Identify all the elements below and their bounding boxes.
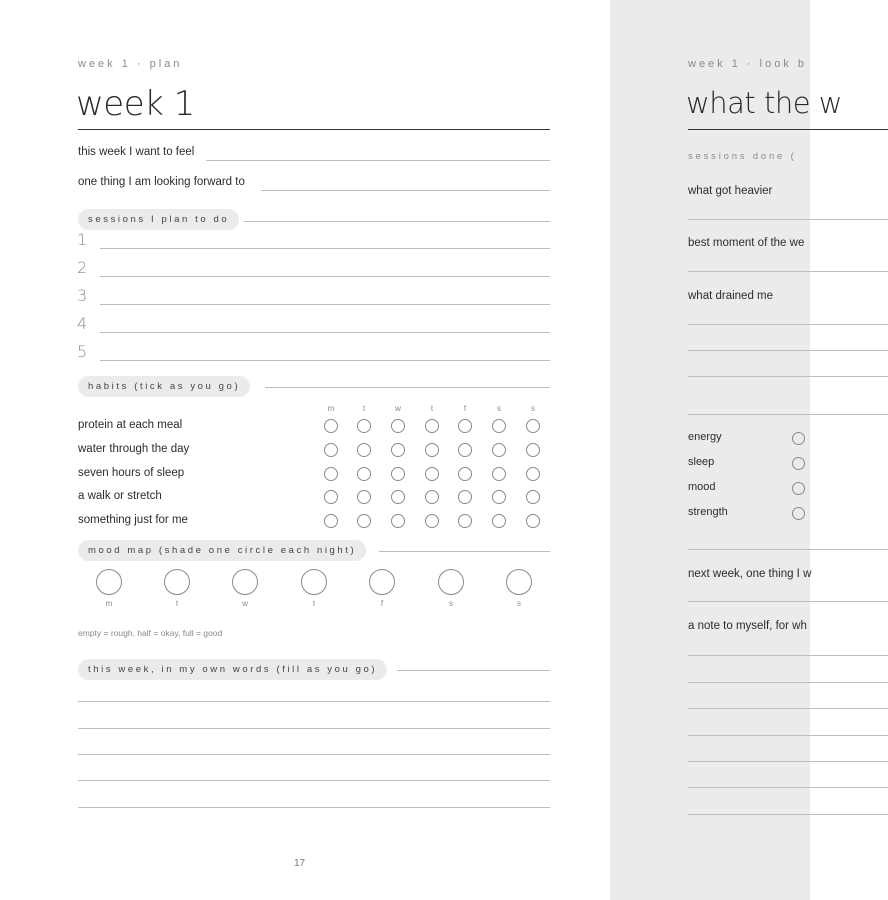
session-line[interactable]	[100, 332, 550, 333]
habit-checkbox[interactable]	[357, 467, 371, 481]
habit-checkbox[interactable]	[425, 443, 439, 457]
mood-day-label: f	[380, 599, 384, 608]
mood-legend: empty = rough, half = okay, full = good	[78, 628, 223, 638]
habit-day-label: s	[531, 404, 535, 413]
habit-day-label: f	[463, 404, 467, 413]
habit-checkbox[interactable]	[526, 467, 540, 481]
habit-day-label: t	[362, 404, 366, 413]
habit-checkbox[interactable]	[526, 514, 540, 528]
mood-circle[interactable]	[164, 569, 190, 595]
right-line[interactable]	[688, 219, 888, 220]
habit-checkbox[interactable]	[391, 514, 405, 528]
habit-checkbox[interactable]	[492, 467, 506, 481]
habit-checkbox[interactable]	[391, 490, 405, 504]
right-page-kicker: week 1 · look b	[688, 58, 807, 70]
rating-energy-label: energy	[688, 431, 722, 443]
journal-line[interactable]	[78, 754, 550, 755]
habit-checkbox[interactable]	[492, 514, 506, 528]
right-line[interactable]	[688, 655, 888, 656]
right-prompt-heavier: what got heavier	[688, 185, 773, 197]
habit-checkbox[interactable]	[324, 419, 338, 433]
habit-checkbox[interactable]	[324, 443, 338, 457]
habit-checkbox[interactable]	[357, 490, 371, 504]
habit-checkbox[interactable]	[391, 467, 405, 481]
habit-checkbox[interactable]	[324, 514, 338, 528]
mood-day-label: s	[517, 599, 521, 608]
habit-day-label: w	[395, 404, 401, 413]
rating-energy-circle[interactable]	[792, 432, 805, 445]
habit-day-label: s	[497, 404, 501, 413]
right-prompt-drained: what drained me	[688, 290, 774, 302]
prompt-feel-label: this week I want to feel	[78, 146, 195, 158]
habit-label: something just for me	[78, 514, 188, 526]
right-prompt-best-moment: best moment of the we	[688, 237, 805, 249]
habit-checkbox[interactable]	[526, 443, 540, 457]
habit-label: seven hours of sleep	[78, 467, 185, 479]
session-number: 4	[77, 314, 88, 333]
rating-sleep-circle[interactable]	[792, 457, 805, 470]
page-number: 17	[294, 858, 306, 869]
right-line[interactable]	[688, 787, 888, 788]
habit-label: water through the day	[78, 443, 190, 455]
journal-heading: this week, in my own words (fill as you go)	[78, 659, 387, 680]
habit-checkbox[interactable]	[391, 443, 405, 457]
habits-heading: habits (tick as you go)	[78, 376, 250, 397]
session-line[interactable]	[100, 304, 550, 305]
habit-checkbox[interactable]	[492, 419, 506, 433]
next-week-prompt: next week, one thing I w	[688, 568, 812, 580]
rating-strength-circle[interactable]	[792, 507, 805, 520]
sessions-heading-rule	[244, 221, 550, 222]
page-kicker: week 1 · plan	[78, 58, 183, 70]
prompt-forward-label: one thing I am looking forward to	[78, 176, 245, 188]
right-line[interactable]	[688, 414, 888, 415]
session-line[interactable]	[100, 276, 550, 277]
habit-checkbox[interactable]	[357, 443, 371, 457]
habit-checkbox[interactable]	[526, 490, 540, 504]
habit-checkbox[interactable]	[458, 490, 472, 504]
right-line[interactable]	[688, 814, 888, 815]
habit-checkbox[interactable]	[425, 490, 439, 504]
habit-checkbox[interactable]	[357, 419, 371, 433]
habit-checkbox[interactable]	[458, 419, 472, 433]
right-line[interactable]	[688, 735, 888, 736]
sessions-heading: sessions I plan to do	[78, 209, 239, 230]
right-line[interactable]	[688, 761, 888, 762]
habit-checkbox[interactable]	[458, 467, 472, 481]
right-line[interactable]	[688, 271, 888, 272]
habit-checkbox[interactable]	[425, 514, 439, 528]
habit-checkbox[interactable]	[425, 467, 439, 481]
habit-day-label: t	[430, 404, 434, 413]
right-line[interactable]	[688, 708, 888, 709]
session-number: 5	[77, 342, 88, 361]
habit-label: protein at each meal	[78, 419, 183, 431]
session-number: 2	[77, 258, 88, 277]
habit-checkbox[interactable]	[391, 419, 405, 433]
habit-label: a walk or stretch	[78, 490, 162, 502]
habit-checkbox[interactable]	[526, 419, 540, 433]
habit-checkbox[interactable]	[492, 490, 506, 504]
right-line	[688, 549, 888, 550]
right-page-title: what the w	[686, 86, 842, 120]
mood-circle[interactable]	[301, 569, 327, 595]
mood-circle[interactable]	[438, 569, 464, 595]
mood-heading-rule	[379, 551, 550, 552]
right-line[interactable]	[688, 376, 888, 377]
session-number: 1	[77, 230, 88, 249]
habit-day-label: m	[327, 404, 335, 413]
session-line[interactable]	[100, 248, 550, 249]
mood-circle[interactable]	[506, 569, 532, 595]
habit-checkbox[interactable]	[324, 490, 338, 504]
sessions-done-label: sessions done (	[688, 151, 797, 162]
habit-checkbox[interactable]	[492, 443, 506, 457]
rating-mood-circle[interactable]	[792, 482, 805, 495]
right-line[interactable]	[688, 324, 888, 325]
right-title-rule	[688, 129, 888, 130]
mood-day-label: t	[312, 599, 316, 608]
journal-line[interactable]	[78, 807, 550, 808]
journal-line[interactable]	[78, 780, 550, 781]
session-line[interactable]	[100, 360, 550, 361]
mood-day-label: m	[105, 599, 113, 608]
rating-strength-label: strength	[688, 506, 728, 518]
mood-day-label: t	[175, 599, 179, 608]
rating-sleep-label: sleep	[688, 456, 715, 468]
right-page	[610, 0, 842, 900]
mood-day-label: w	[242, 599, 248, 608]
session-number: 3	[77, 286, 88, 305]
mood-heading: mood map (shade one circle each night)	[78, 540, 366, 561]
journal-heading-rule	[397, 670, 550, 671]
habit-checkbox[interactable]	[425, 419, 439, 433]
mood-circle[interactable]	[232, 569, 258, 595]
habit-checkbox[interactable]	[324, 467, 338, 481]
page-title: week 1	[76, 84, 195, 124]
journal-line[interactable]	[78, 728, 550, 729]
right-line[interactable]	[688, 601, 888, 602]
prompt-forward-line[interactable]	[261, 190, 550, 191]
mood-circle[interactable]	[369, 569, 395, 595]
rating-mood-label: mood	[688, 481, 716, 493]
right-line[interactable]	[688, 350, 888, 351]
habit-checkbox[interactable]	[357, 514, 371, 528]
habit-checkbox[interactable]	[458, 443, 472, 457]
prompt-feel-line[interactable]	[206, 160, 550, 161]
habits-heading-rule	[265, 387, 550, 388]
mood-day-label: s	[449, 599, 453, 608]
journal-line[interactable]	[78, 701, 550, 702]
note-to-self-prompt: a note to myself, for wh	[688, 620, 807, 632]
right-line[interactable]	[688, 682, 888, 683]
habit-checkbox[interactable]	[458, 514, 472, 528]
title-rule	[78, 129, 550, 130]
mood-circle[interactable]	[96, 569, 122, 595]
